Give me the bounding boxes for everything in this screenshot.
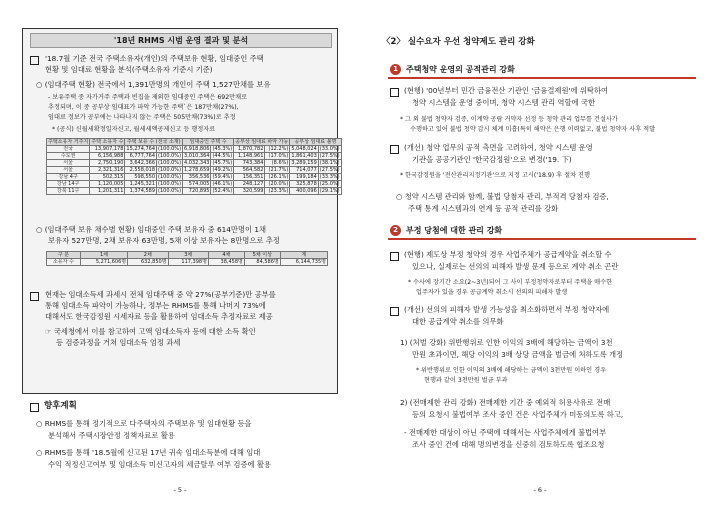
p8-line-2: 조사 중인 건에 대해 명의변경을 신중히 검토하도록 협조요청	[412, 440, 605, 449]
cell-value: 199,184	[290, 174, 318, 181]
sub2-line-1: ○ (임대주택 보유 채수별 현황) 임대중인 주택 보유자 중 614만명이 1채	[36, 225, 267, 234]
p1-line-1: (현행) '00년부터 민간 금융전산 기관인 '금융결제원'에 위탁하여	[404, 86, 609, 95]
or-6: 6,144,735명	[280, 259, 327, 266]
intro-line-2: 현황 및 임대료 현황을 분석(주택소유자 기준시 기준)	[45, 65, 213, 74]
page-number-left: - 5 -	[173, 486, 187, 494]
cell-value: 13,907,178	[90, 146, 125, 153]
cell-value: 1,870,782	[234, 146, 265, 153]
cell-value: (26.1%)	[265, 174, 290, 181]
cell-value: 598,550	[125, 174, 157, 181]
cell-value: 6,156,988	[90, 153, 125, 160]
cell-value: 156,351	[234, 174, 265, 181]
note2-line-1: ☞ 국세청에서 이를 참고하여 고액 임대소득자 등에 대한 소득 확인	[45, 327, 256, 336]
oh-4: 4채	[208, 252, 244, 259]
housing-table-row	[47, 146, 342, 153]
cell-value: 743,384	[234, 160, 265, 167]
row-label: 수도권	[47, 153, 90, 160]
p1-note-1: * 그 외 불법 청약자 검증, 이계약 공람 거약자 선정 등 청약 관리 업무를 건설사가	[400, 116, 618, 123]
oh-3: 3채	[168, 252, 208, 259]
cell-value: (49.2%)	[212, 167, 233, 173]
p6-note-1: * 위반행위로 인한 이익의 3배에 해당하는 금액이 3천만원 이하인 경우	[416, 367, 607, 374]
intro-line-1: '18.7월 기준 전국 주택소유자(개인)의 주택보유 현황, 임대중인 주택	[45, 54, 264, 63]
cell-value: 248,127	[234, 181, 265, 188]
note-line-1: 현재는 임대소득세 과세시 전체 임대주택 중 약 27%(공부기준)만 공부를	[45, 290, 276, 299]
bullets1-line-1: - 보유주택 중 자가거주 주택과 빈집을 제외한 임대중인 주택은 692만채로	[48, 94, 248, 101]
th-rented: 임대중인 주택 수	[183, 139, 234, 146]
p6-note-2: 현행과 같이 3천만원 벌금 부과	[424, 377, 508, 384]
p3-line-2: 주택 통계 시스템과의 연계 등 공적 관리를 강화	[408, 204, 559, 213]
or-5: 84,586명	[244, 259, 280, 266]
p4-line-1: (현행) 제도상 부정 청약의 경우 사업주체가 공급계약을 취소할 수	[404, 250, 612, 259]
cell-value: (59.4%)	[212, 174, 233, 180]
left-title: '18년 RHMS 시범 운영 결과 및 분석	[30, 33, 332, 48]
housing-table-row	[47, 153, 342, 160]
cell-value: (20.0%)	[265, 181, 290, 188]
oh-0: 구 분	[47, 252, 81, 259]
ownership-row	[47, 259, 328, 266]
cell-value: (100.0%)	[158, 146, 182, 152]
th-known: 공부상 임대료 파악 가능	[235, 139, 289, 145]
row-label: 강남 4구	[47, 174, 90, 181]
or-3: 117,398명	[168, 259, 208, 266]
note2-line-2: 등 검증과정을 거쳐 임대소득 엄정 과세	[56, 338, 181, 347]
p2-note: * 한국감정원을 '전산관리지정기관'으로 지정 고시('18.9) 후 절차 진행	[400, 172, 590, 179]
note-line-3: 대해서도 한국감정원 시세자료 등을 활용하여 임대소득 추정자료로 제공	[45, 312, 273, 321]
plan-1-body-1: RHMS를 통해 정기적으로 다주택자의 주택보유 및 임대현황 등을	[44, 419, 252, 428]
cell-value: 3,642,366	[125, 160, 157, 167]
cell-value: (27.5%)	[319, 153, 340, 159]
ownership-header	[47, 252, 328, 259]
cell-value: (23.3%)	[265, 188, 290, 195]
cell-value: (100.0%)	[158, 181, 182, 187]
cell-value: 1,148,961	[234, 153, 265, 160]
heading-1-underline	[388, 77, 696, 79]
bullet-square	[30, 292, 39, 301]
or-2: 632,850명	[128, 259, 168, 266]
cell-value: 1,374,589	[125, 188, 157, 195]
cell-value: 15,274,764	[126, 146, 156, 152]
p1-line-2: 청약 시스템을 운영 중이며, 청약 시스템 관리 역할에 국한	[412, 98, 595, 107]
p6-line-2: 만원 초과이면, 해당 이익의 3배 상당 금액을 벌금에 처하도록 개정	[412, 350, 624, 359]
cell-value: (25.0%)	[319, 181, 340, 187]
source-note: * (공식) 신월세확정일자신고, 월세세액공제신고 등 행정자료	[52, 126, 216, 133]
p4-note-2: 업주자가 있을 경우 공급계약 취소시 선의의 피해자 발생	[416, 289, 568, 296]
cell-value: 356,536	[183, 174, 211, 181]
row-label: 전국	[47, 146, 90, 153]
sub2-line-2: 보유자 527만명, 2채 보유자 63만명, 5채 이상 보유자는 8만명으로 추정	[48, 236, 280, 245]
or-0: 소유자 수	[47, 259, 81, 266]
plan-2-body-1: RHMS를 통해 '18.5월에 신고된 17년 귀속 임대소득분에 대해 임대	[44, 448, 261, 457]
plan-1-line-2: 분석해서 주택시장안정 정책자료로 활용	[48, 431, 175, 440]
cell-value: 325,878	[290, 181, 318, 188]
cell-value: (12.2%)	[265, 146, 290, 153]
cell-value: (27.5%)	[319, 167, 340, 173]
num-2-icon: 2	[390, 225, 401, 236]
bullets1-line-2: 추정되며, 이 중 공부상 임대표가 파악 가능한 주택`은 187만채(27%),	[48, 104, 239, 111]
cell-value: 2,750,190	[90, 160, 125, 167]
cell-value: (8.6%)	[265, 160, 290, 167]
cell-value: 2,321,316	[90, 167, 125, 174]
cell-value: 574,005	[183, 181, 211, 188]
housing-table-row	[47, 160, 342, 167]
housing-table-row	[47, 188, 342, 195]
cell-value: 4,032,343	[184, 160, 210, 166]
p2-line-1: (개선) 청약 업무의 공적 측면을 고려하여, 청약 시스템 운영	[404, 143, 593, 152]
cell-value: 502,315	[90, 174, 125, 181]
p1-note-2: 수행하고 있어 불법 청약 감시 체계 미흡(특히 해약은 은행 이력없고, 불법 청약자 사후 적발	[410, 126, 656, 133]
cell-value: (100.0%)	[158, 188, 182, 194]
cell-value: 1,861,403	[291, 153, 317, 159]
th-owned: 주택 보유 수 (전국 소재)	[126, 139, 181, 145]
right-page	[360, 0, 720, 508]
cell-value: (45.7%)	[212, 160, 233, 166]
ownership-table	[46, 251, 328, 266]
cell-value: 1,201,311	[90, 188, 125, 195]
row-label: 강북 11구	[47, 188, 90, 195]
note-line-2: 통해 임대소득 파악이 가능하나, 정부는 RHMS를 통해 나머지 73%에	[45, 301, 266, 310]
bullet-square	[390, 252, 399, 261]
th-residence: 주택소유자 거주지	[48, 139, 89, 145]
row-label: 강남 14구	[47, 181, 90, 188]
cell-value: (46.1%)	[212, 181, 233, 187]
cell-value: 400,096	[290, 188, 318, 195]
cell-value: 714,077	[290, 167, 318, 174]
cell-value: (100.0%)	[158, 160, 182, 166]
section-title: 〈2〉 실수요자 우선 청약제도 관리 강화	[382, 37, 535, 47]
oh-2: 2채	[128, 252, 168, 259]
housing-table-body	[47, 146, 342, 195]
th-owners: 주택 소유자 수	[91, 139, 124, 145]
cell-value: (29.1%)	[319, 188, 340, 194]
cell-value: 320,599	[234, 188, 265, 195]
housing-table	[46, 138, 342, 195]
plan-1-line-1: ○ RHMS를 통해 정기적으로 다주택자의 주택보유 및 임대현황 등을	[36, 419, 252, 428]
housing-table-header	[47, 139, 342, 146]
num-1-icon: 1	[390, 64, 401, 75]
or-1: 5,271,606명	[80, 259, 127, 266]
p8-line-1: - 전매제한 대상이 아닌 주택에 대해서는 사업주체에게 불법여부	[404, 428, 607, 437]
cell-value: (33.0%)	[319, 146, 340, 152]
cell-value: (100.0%)	[158, 167, 182, 173]
cell-value: 6,918,806	[184, 146, 210, 152]
sub1-text: ○ (임대주택 현황) 전국에서 1,391만명의 개인이 주택 1,527만채를 보유	[36, 80, 271, 89]
p6-line-1: 1) (처벌 강화) 위반행위로 인한 이익의 3배에 해당하는 금액이 3천	[400, 338, 613, 347]
cell-value: (44.5%)	[212, 153, 233, 159]
p5-line-1: (개선) 선의의 피해자 발생 가능성을 최소화하면서 부정 청약자에	[404, 305, 610, 314]
cell-value: 1,245,321	[125, 181, 157, 188]
heading-2-underline	[388, 238, 696, 240]
p2-line-2: 기관을 공공기관인 '한국감정원'으로 변경('19. 下)	[412, 155, 572, 164]
sub2-body-1: (임대주택 보유 채수별 현황) 임대중인 주택 보유자 중 614만명이 1채	[44, 225, 267, 234]
cell-value: (21.7%)	[265, 167, 290, 174]
p7-line-1: 2) (전매제한 관리 강화) 전매제한 기간 중 예외적 허용사유로 전매	[400, 398, 611, 407]
cell-value: (45.3%)	[212, 146, 233, 152]
p4-line-2: 있으나, 실제로는 선의의 피해자 발생 문제 등으로 계약 취소 곤란	[412, 262, 619, 271]
bullet-square	[390, 145, 399, 154]
cell-value: 720,895	[183, 188, 211, 195]
cell-value: (17.0%)	[265, 153, 290, 160]
housing-table-row	[47, 181, 342, 188]
bullet-square	[30, 56, 39, 65]
page-number-right: - 6 -	[533, 486, 547, 494]
cell-value: 3,010,364	[184, 153, 210, 159]
cell-value: 2,558,018	[125, 167, 157, 174]
cell-value: 3,289,159	[291, 160, 317, 166]
cell-value: (38.1%)	[319, 160, 340, 166]
cell-value: (100.0%)	[158, 174, 182, 180]
heading-1: 주택청약 운영의 공적관리 강화	[406, 65, 515, 74]
oh-5: 5채 이상	[244, 252, 280, 259]
p3-line-1: ○ 청약 시스템 관리와 함께, 불법 당첨자 관리, 부적격 당첨자 검증,	[396, 192, 609, 201]
p3-body-1: 청약 시스템 관리와 함께, 불법 당첨자 관리, 부적격 당첨자 검증,	[404, 192, 609, 201]
th-unknown: 공부상 임대료 불명	[290, 139, 341, 146]
row-label: 서울	[47, 160, 90, 167]
bullet-square	[30, 403, 39, 412]
plan-header: 향후계획	[44, 401, 77, 411]
cell-value: 5,048,024	[291, 146, 317, 152]
oh-6: 계	[280, 252, 327, 259]
p7-line-2: 등의 요청시 불법여부 조사 중인 건은 사업주체가 미동의도록 하고,	[412, 410, 624, 419]
cell-value: (100.0%)	[158, 153, 182, 159]
cell-value: 6,777,764	[125, 153, 157, 160]
bullet-square	[390, 307, 399, 316]
sub1-body: (임대주택 현황) 전국에서 1,391만명의 개인이 주택 1,527만채를 보유	[44, 80, 271, 89]
housing-table-row	[47, 174, 342, 181]
plan-2-line-2: 수익 적정신고여부 및 임대소득 미신고자의 세금탈루 여부 검증에 활용	[48, 460, 271, 469]
row-label: 서울	[47, 167, 90, 174]
heading-2: 부정 당첨에 대한 관리 강화	[406, 226, 503, 235]
cell-value: 1,120,005	[90, 181, 125, 188]
cell-value: (33.3%)	[319, 174, 340, 180]
cell-value: (52.4%)	[212, 188, 233, 194]
bullet-square	[390, 88, 399, 97]
p5-line-2: 대한 공급계약 취소를 의무화	[412, 317, 504, 326]
housing-table-row	[47, 167, 342, 174]
p4-note-1: * 수사에 장기간 소요(2~3년)되어 그 사이 부정청약자로부터 주택을 매수한	[408, 279, 613, 286]
or-4: 38,458명	[208, 259, 244, 266]
cell-value: 1,278,659	[184, 167, 210, 173]
plan-2-line-1: ○ RHMS를 통해 '18.5월에 신고된 17년 귀속 임대소득분에 대해 임대	[36, 448, 261, 457]
oh-1: 1채	[80, 252, 127, 259]
bullets1-line-3: 임대료 정보가 공부에는 나타나지 않는 주택은 505만채(73%)로 추정	[48, 114, 236, 121]
cell-value: 564,582	[234, 167, 265, 174]
